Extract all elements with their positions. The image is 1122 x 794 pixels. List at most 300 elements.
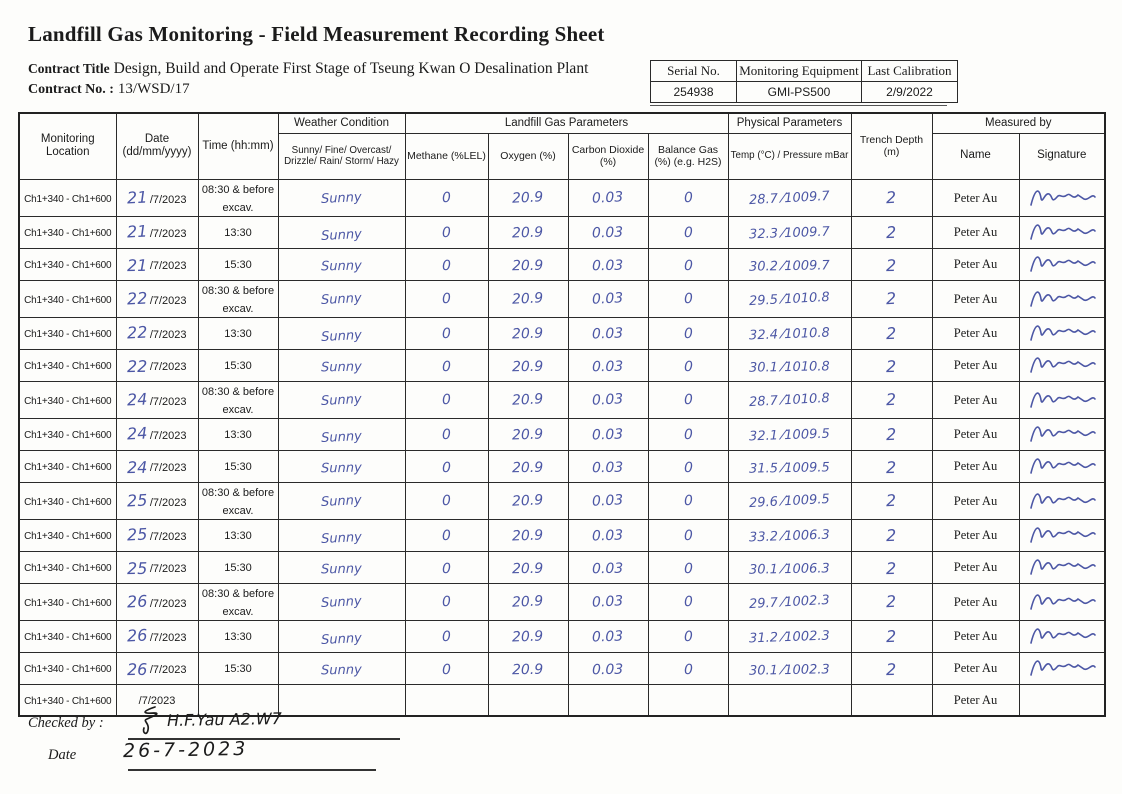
header-signature: Signature: [1019, 133, 1105, 179]
location-text: Ch1+340 - Ch1+600: [24, 361, 112, 372]
table-row: [19, 519, 1105, 551]
handwritten-methane: 0: [441, 325, 452, 343]
table-row: [19, 216, 1105, 248]
handwritten-co2: 0.03: [592, 188, 624, 207]
handwritten-balance: 0: [683, 560, 693, 578]
cell-balance-gas: [648, 652, 728, 684]
time-text: 13:30: [224, 631, 252, 643]
cell-date: [116, 179, 198, 216]
cell-weather: [278, 652, 405, 684]
cell-balance-gas: [648, 519, 728, 551]
handwritten-day: 25: [126, 524, 149, 545]
handwritten-trench-depth: 2: [886, 457, 897, 478]
handwritten-weather: Sunny: [321, 662, 362, 679]
time-text: 15:30: [224, 259, 252, 271]
page-title: Landfill Gas Monitoring - Field Measurement Recording Sheet: [28, 22, 605, 46]
cell-methane: [405, 482, 488, 519]
printed-date-suffix: /7/2023: [149, 664, 187, 676]
handwritten-oxygen: 20.9: [512, 426, 544, 444]
cell-weather: [278, 317, 405, 349]
handwritten-temp-pressure: 30.2 ⁄1009.7: [749, 258, 831, 275]
equipment-header-row: [651, 61, 958, 82]
table-row: [19, 482, 1105, 519]
cell-trench-depth: [851, 652, 932, 684]
cell-methane: [405, 381, 488, 418]
time-text: 15:30: [224, 562, 252, 574]
measurer-name: Peter Au: [953, 594, 998, 609]
handwritten-balance: 0: [683, 358, 693, 376]
handwritten-weather: Sunny: [320, 593, 363, 611]
handwritten-co2: 0.03: [592, 325, 624, 343]
cell-oxygen: [488, 418, 568, 450]
handwritten-trench-depth: 2: [886, 323, 897, 344]
handwritten-day: 21: [126, 221, 149, 242]
cell-date: [116, 652, 198, 684]
handwritten-oxygen: 20.9: [512, 560, 544, 578]
handwritten-temp-pressure: 29.5 ⁄1010.8: [748, 289, 831, 309]
header-carbon-dioxide: Carbon Dioxide (%): [568, 133, 648, 179]
printed-date-suffix: /7/2023: [149, 632, 187, 644]
cell-name: [932, 551, 1019, 583]
measurer-signature-icon: [1026, 320, 1098, 346]
handwritten-temp-pressure: 32.1 ⁄1009.5: [748, 426, 831, 445]
handwritten-balance: 0: [683, 527, 693, 545]
cell-name: [932, 418, 1019, 450]
handwritten-balance: 0: [683, 426, 693, 444]
handwritten-temp-pressure: 30.1 ⁄1006.3: [749, 561, 831, 578]
handwritten-oxygen: 20.9: [512, 491, 544, 510]
handwritten-trench-depth: 2: [886, 558, 897, 579]
handwritten-balance: 0: [683, 325, 693, 343]
handwritten-methane: 0: [441, 527, 452, 545]
cell-signature: [1019, 179, 1105, 216]
cell-date: [116, 248, 198, 280]
checked-date-text: 26-7-2023: [122, 737, 249, 763]
handwritten-day: 25: [126, 489, 149, 511]
handwritten-co2: 0.03: [592, 459, 624, 477]
checked-by-signature: [133, 703, 282, 739]
printed-date-suffix: /7/2023: [149, 563, 187, 575]
cell-carbon-dioxide: [568, 551, 648, 583]
table-row: [19, 418, 1105, 450]
measurer-signature-icon: [1026, 185, 1098, 211]
cell-carbon-dioxide: [568, 482, 648, 519]
measurer-name: Peter Au: [953, 528, 998, 542]
cell-carbon-dioxide: [568, 280, 648, 317]
cell-trench-depth: [851, 482, 932, 519]
handwritten-weather: Sunny: [320, 391, 363, 409]
handwritten-methane: 0: [441, 290, 452, 307]
cell-balance-gas: [648, 248, 728, 280]
handwritten-balance: 0: [683, 459, 693, 477]
handwritten-weather: Sunny: [320, 492, 363, 510]
cell-weather: [278, 620, 405, 652]
checked-by-label: Checked by :: [28, 715, 104, 731]
cell-date: [116, 317, 198, 349]
cell-trench-depth: [851, 317, 932, 349]
time-text: 15:30: [224, 663, 252, 675]
table-row: [19, 381, 1105, 418]
measurer-name: Peter Au: [953, 629, 998, 643]
table-row: [19, 583, 1105, 620]
cell-methane: [405, 519, 488, 551]
measurer-signature-icon: [1026, 655, 1098, 681]
date-line: [128, 769, 376, 771]
cell-temp-pressure: [728, 381, 851, 418]
time-text: 08:30 & before excav.: [201, 385, 275, 416]
handwritten-balance: 0: [683, 257, 693, 275]
location-text: Ch1+340 - Ch1+600: [24, 329, 112, 340]
cell-carbon-dioxide: [568, 381, 648, 418]
cell-oxygen: [488, 450, 568, 482]
cell-temp-pressure: [728, 248, 851, 280]
cell-weather: [278, 418, 405, 450]
cell-date: [116, 418, 198, 450]
cell-temp-pressure: [728, 450, 851, 482]
equipment-header-equipment: Monitoring Equipment: [737, 61, 862, 82]
cell-date: [116, 349, 198, 381]
measurer-signature-icon: [1026, 623, 1098, 649]
measurer-name: Peter Au: [953, 392, 998, 407]
cell-temp-pressure: [728, 418, 851, 450]
location-text: Ch1+340 - Ch1+600: [24, 260, 112, 271]
equipment-table-underline: [650, 105, 947, 106]
cell-balance-gas: [648, 280, 728, 317]
handwritten-weather: Sunny: [320, 327, 363, 346]
cell-oxygen: [488, 317, 568, 349]
cell-carbon-dioxide: [568, 179, 648, 216]
cell-name: [932, 620, 1019, 652]
cell-balance-gas: [648, 418, 728, 450]
cell-date: [116, 280, 198, 317]
measurer-name: Peter Au: [953, 692, 998, 707]
handwritten-co2: 0.03: [592, 560, 624, 578]
handwritten-temp-pressure: 31.5 ⁄1009.5: [749, 460, 831, 477]
cell-oxygen: [488, 179, 568, 216]
equipment-serial-value: 254938: [651, 82, 737, 103]
cell-trench-depth: [851, 684, 932, 716]
location-text: Ch1+340 - Ch1+600: [24, 228, 112, 239]
handwritten-weather: Sunny: [321, 460, 362, 477]
header-weather-options: Sunny/ Fine/ Overcast/ Drizzle/ Rain/ Storm/ Hazy: [278, 133, 405, 179]
cell-trench-depth: [851, 381, 932, 418]
cell-balance-gas: [648, 684, 728, 716]
cell-methane: [405, 216, 488, 248]
handwritten-day: 24: [126, 423, 149, 444]
cell-methane: [405, 280, 488, 317]
cell-name: [932, 216, 1019, 248]
measurer-name: Peter Au: [953, 427, 998, 441]
cell-signature: [1019, 684, 1105, 716]
handwritten-temp-pressure: 32.3 ⁄1009.7: [748, 224, 831, 243]
handwritten-day: 22: [126, 322, 149, 343]
cell-time: [198, 450, 278, 482]
cell-time: [198, 519, 278, 551]
printed-date-suffix: /7/2023: [149, 329, 187, 341]
cell-name: [932, 179, 1019, 216]
contract-title-line: [28, 60, 588, 78]
header-group-row: [19, 113, 1105, 133]
handwritten-weather: Sunny: [321, 561, 362, 578]
equipment-name-value: GMI-PS500: [737, 82, 862, 103]
cell-oxygen: [488, 248, 568, 280]
cell-trench-depth: [851, 551, 932, 583]
table-row: [19, 280, 1105, 317]
handwritten-day: 24: [126, 388, 149, 410]
contract-title-value: Design, Build and Operate First Stage of Tseung Kwan O Desalination Plant: [113, 60, 589, 77]
cell-signature: [1019, 280, 1105, 317]
header-time: Time (hh:mm): [198, 113, 278, 179]
cell-methane: [405, 583, 488, 620]
handwritten-day: 22: [127, 356, 149, 377]
handwritten-temp-pressure: 28.7 ⁄1009.7: [748, 188, 831, 208]
cell-oxygen: [488, 620, 568, 652]
cell-oxygen: [488, 482, 568, 519]
cell-time: [198, 583, 278, 620]
cell-temp-pressure: [728, 684, 851, 716]
table-row: [19, 450, 1105, 482]
cell-location: [19, 482, 116, 519]
handwritten-trench-depth: 2: [886, 424, 897, 445]
cell-signature: [1019, 418, 1105, 450]
cell-temp-pressure: [728, 519, 851, 551]
handwritten-methane: 0: [441, 391, 452, 408]
handwritten-oxygen: 20.9: [512, 390, 544, 409]
cell-carbon-dioxide: [568, 652, 648, 684]
measurer-signature-icon: [1026, 488, 1098, 514]
handwritten-weather: Sunny: [320, 529, 363, 548]
cell-carbon-dioxide: [568, 418, 648, 450]
location-text: Ch1+340 - Ch1+600: [24, 563, 112, 574]
handwritten-co2: 0.03: [592, 289, 624, 308]
cell-signature: [1019, 216, 1105, 248]
cell-name: [932, 381, 1019, 418]
cell-signature: [1019, 482, 1105, 519]
time-text: 13:30: [224, 328, 252, 340]
handwritten-co2: 0.03: [592, 358, 624, 376]
header-temp-pressure: Temp (°C) / Pressure mBar: [728, 133, 851, 179]
measurer-signature-icon: [1026, 387, 1098, 413]
cell-temp-pressure: [728, 216, 851, 248]
handwritten-methane: 0: [441, 560, 452, 578]
cell-date: [116, 216, 198, 248]
time-text: 08:30 & before excav.: [201, 486, 275, 517]
cell-trench-depth: [851, 620, 932, 652]
cell-temp-pressure: [728, 620, 851, 652]
handwritten-trench-depth: 2: [886, 525, 897, 546]
handwritten-weather: Sunny: [320, 189, 363, 207]
handwritten-oxygen: 20.9: [512, 257, 544, 275]
cell-name: [932, 652, 1019, 684]
handwritten-trench-depth: 2: [886, 626, 897, 647]
contract-no-value: 13/WSD/17: [117, 81, 190, 97]
measurer-signature-icon: [1026, 352, 1098, 378]
handwritten-day: 25: [127, 558, 149, 579]
table-row: [19, 179, 1105, 216]
cell-signature: [1019, 519, 1105, 551]
cell-location: [19, 583, 116, 620]
measurer-name: Peter Au: [953, 493, 998, 508]
cell-carbon-dioxide: [568, 620, 648, 652]
cell-temp-pressure: [728, 482, 851, 519]
cell-time: [198, 381, 278, 418]
time-text: 13:30: [224, 227, 252, 239]
handwritten-co2: 0.03: [592, 628, 624, 646]
cell-name: [932, 248, 1019, 280]
table-row: [19, 248, 1105, 280]
table-row: [19, 652, 1105, 684]
handwritten-temp-pressure: 29.7 ⁄1002.3: [748, 592, 831, 612]
handwritten-weather: Sunny: [320, 428, 363, 447]
location-text: Ch1+340 - Ch1+600: [24, 496, 112, 508]
measurer-signature-icon: [1026, 421, 1098, 447]
header-oxygen: Oxygen (%): [488, 133, 568, 179]
handwritten-methane: 0: [441, 257, 452, 275]
handwritten-co2: 0.03: [592, 661, 624, 679]
contract-no-line: [28, 80, 190, 98]
handwritten-trench-depth: 2: [885, 490, 898, 510]
cell-trench-depth: [851, 179, 932, 216]
time-text: 13:30: [224, 429, 252, 441]
cell-date: [116, 482, 198, 519]
cell-name: [932, 280, 1019, 317]
header-trench-depth: Trench Depth (m): [851, 113, 932, 179]
printed-date-suffix: /7/2023: [149, 395, 187, 408]
measurer-signature-icon: [1026, 286, 1098, 312]
time-text: 15:30: [224, 360, 252, 372]
printed-date-suffix: /7/2023: [149, 496, 187, 509]
handwritten-methane: 0: [441, 358, 452, 376]
handwritten-temp-pressure: 30.1 ⁄1002.3: [749, 662, 831, 679]
location-text: Ch1+340 - Ch1+600: [24, 632, 112, 643]
time-text: 15:30: [224, 461, 252, 473]
time-text: 08:30 & before excav.: [201, 183, 275, 214]
cell-temp-pressure: [728, 317, 851, 349]
handwritten-balance: 0: [683, 593, 693, 610]
cell-temp-pressure: [728, 583, 851, 620]
cell-name: [932, 450, 1019, 482]
cell-location: [19, 216, 116, 248]
cell-temp-pressure: [728, 179, 851, 216]
cell-weather: [278, 248, 405, 280]
handwritten-temp-pressure: 33.2 ⁄1006.3: [748, 527, 831, 546]
cell-time: [198, 620, 278, 652]
handwritten-oxygen: 20.9: [512, 325, 544, 343]
cell-time: [198, 349, 278, 381]
cell-oxygen: [488, 551, 568, 583]
checked-date-value: [123, 739, 248, 762]
location-text: Ch1+340 - Ch1+600: [24, 531, 112, 542]
measurer-signature-icon: [1026, 219, 1098, 245]
location-text: Ch1+340 - Ch1+600: [24, 462, 112, 473]
printed-date-suffix: /7/2023: [149, 597, 187, 610]
handwritten-day: 26: [126, 590, 149, 612]
handwritten-methane: 0: [441, 492, 452, 509]
location-text: Ch1+340 - Ch1+600: [24, 664, 112, 675]
cell-weather: [278, 482, 405, 519]
table-row: [19, 551, 1105, 583]
cell-time: [198, 482, 278, 519]
cell-signature: [1019, 652, 1105, 684]
handwritten-methane: 0: [441, 189, 452, 206]
cell-temp-pressure: [728, 551, 851, 583]
cell-name: [932, 519, 1019, 551]
cell-location: [19, 450, 116, 482]
measurer-name: Peter Au: [953, 326, 998, 340]
cell-time: [198, 179, 278, 216]
cell-location: [19, 248, 116, 280]
cell-weather: [278, 381, 405, 418]
handwritten-methane: 0: [441, 224, 452, 242]
cell-name: [932, 349, 1019, 381]
cell-carbon-dioxide: [568, 248, 648, 280]
handwritten-balance: 0: [683, 224, 693, 242]
cell-name: [932, 583, 1019, 620]
header-date: Date (dd/mm/yyyy): [116, 113, 198, 179]
cell-temp-pressure: [728, 280, 851, 317]
cell-weather: [278, 551, 405, 583]
measurer-name: Peter Au: [953, 190, 998, 205]
cell-carbon-dioxide: [568, 450, 648, 482]
cell-methane: [405, 551, 488, 583]
cell-date: [116, 620, 198, 652]
handwritten-temp-pressure: 28.7 ⁄1010.8: [748, 390, 831, 410]
cell-temp-pressure: [728, 349, 851, 381]
measurer-signature-icon: [1026, 453, 1098, 479]
cell-trench-depth: [851, 450, 932, 482]
cell-oxygen: [488, 519, 568, 551]
measurer-name: Peter Au: [953, 560, 998, 574]
equipment-header-calibration: Last Calibration: [862, 61, 958, 82]
cell-trench-depth: [851, 216, 932, 248]
cell-date: [116, 450, 198, 482]
cell-weather: [278, 450, 405, 482]
cell-methane: [405, 349, 488, 381]
cell-carbon-dioxide: [568, 519, 648, 551]
handwritten-oxygen: 20.9: [512, 527, 544, 545]
cell-carbon-dioxide: [568, 684, 648, 716]
footer-section: [28, 705, 468, 790]
handwritten-co2: 0.03: [592, 224, 624, 242]
handwritten-trench-depth: 2: [885, 288, 898, 308]
cell-trench-depth: [851, 583, 932, 620]
cell-signature: [1019, 349, 1105, 381]
cell-trench-depth: [851, 248, 932, 280]
cell-methane: [405, 248, 488, 280]
measurer-name: Peter Au: [953, 291, 998, 306]
measurer-name: Peter Au: [953, 225, 998, 239]
location-text: Ch1+340 - Ch1+600: [24, 597, 112, 609]
handwritten-day: 21: [126, 186, 149, 208]
cell-methane: [405, 652, 488, 684]
printed-date-suffix: /7/2023: [149, 228, 187, 240]
cell-location: [19, 652, 116, 684]
table-row: [19, 349, 1105, 381]
handwritten-trench-depth: 2: [886, 255, 897, 276]
cell-carbon-dioxide: [568, 317, 648, 349]
printed-date-suffix: /7/2023: [149, 531, 187, 543]
cell-trench-depth: [851, 418, 932, 450]
handwritten-oxygen: 20.9: [512, 289, 544, 308]
measurer-name: Peter Au: [953, 661, 998, 675]
handwritten-trench-depth: 2: [886, 356, 897, 377]
handwritten-weather: Sunny: [321, 258, 362, 275]
cell-oxygen: [488, 349, 568, 381]
cell-signature: [1019, 317, 1105, 349]
handwritten-temp-pressure: 30.1 ⁄1010.8: [749, 359, 831, 376]
cell-weather: [278, 349, 405, 381]
cell-methane: [405, 450, 488, 482]
